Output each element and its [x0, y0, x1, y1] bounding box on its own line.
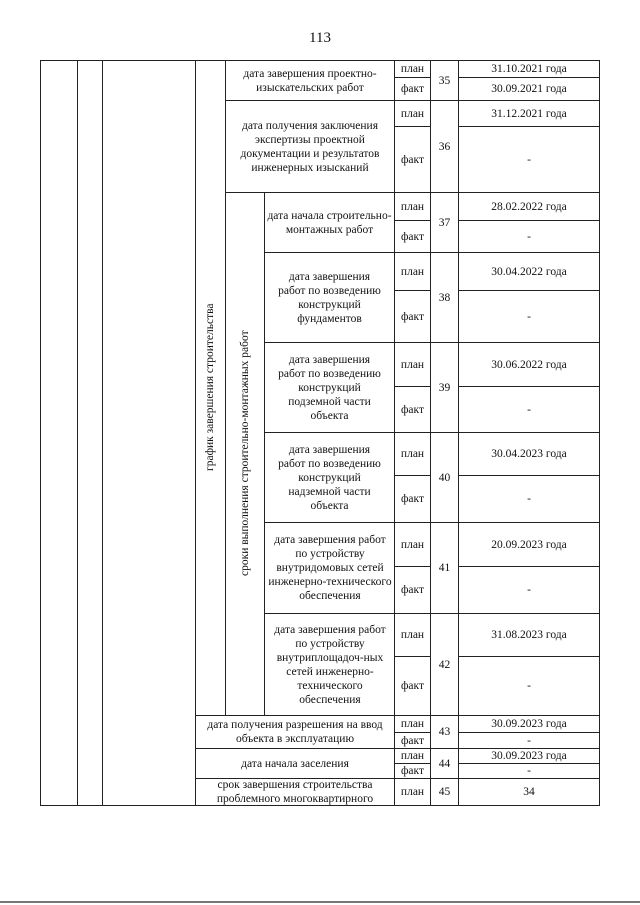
fact-value: - — [527, 153, 531, 166]
plan-label: план — [400, 538, 425, 551]
row-label: дата завершения работ по устройству внутридомовых сетей инженерно-технического обеспечения — [268, 534, 392, 602]
row-label: срок завершения строительства проблемного многоквартирного — [216, 779, 374, 805]
fact-label: факт — [400, 584, 425, 596]
fact-label: факт — [400, 734, 425, 747]
plan-value: 30.09.2023 года — [491, 718, 567, 730]
fact-label: факт — [400, 230, 425, 243]
fact-label: факт — [400, 493, 425, 505]
plan-label: план — [400, 786, 425, 798]
plan-label: план — [400, 358, 425, 371]
group-label-construction: сроки выполнения строительно-монтажных работ — [239, 330, 251, 577]
plan-value: 28.02.2022 года — [491, 200, 567, 213]
row-number: 39 — [438, 381, 451, 394]
page-bottom-edge — [0, 901, 640, 903]
row-label: дата завершения работ по возведению конструкций подземной части объекта — [278, 353, 381, 422]
plan-value: 34 — [523, 786, 535, 798]
plan-value: 31.10.2021 года — [491, 63, 567, 75]
plan-label: план — [400, 107, 425, 120]
plan-label: план — [400, 718, 425, 730]
fact-value: - — [527, 734, 531, 747]
fact-value: 30.09.2021 года — [491, 83, 567, 95]
plan-label: план — [400, 629, 425, 641]
fact-value: - — [527, 765, 531, 777]
fact-label: факт — [400, 153, 425, 166]
fact-label: факт — [400, 83, 425, 95]
fact-value: - — [527, 493, 531, 505]
row-number: 37 — [438, 216, 451, 229]
row-number: 35 — [438, 74, 451, 87]
row-label: дата получения разрешения на ввод объекта в эксплуатацию — [207, 719, 383, 745]
plan-value: 31.12.2021 года — [491, 107, 567, 120]
page-number: 113 — [309, 30, 331, 46]
row-number: 42 — [438, 658, 451, 671]
fact-label: факт — [400, 680, 425, 692]
plan-value: 20.09.2023 года — [491, 538, 567, 551]
plan-value: 30.06.2022 года — [491, 358, 567, 371]
row-number: 36 — [438, 140, 451, 153]
schedule-table — [40, 60, 600, 806]
plan-label: план — [400, 63, 425, 75]
plan-value: 30.04.2022 года — [491, 265, 567, 278]
row-label: дата завершения работ по устройству внутриплощадоч-ных сетей инженерно-технического обеспечения — [274, 623, 386, 706]
row-label: дата получения заключения экспертизы проектной документации и результатов инженерных изысканий — [240, 119, 380, 174]
plan-value: 30.09.2023 года — [491, 750, 567, 762]
plan-label: план — [400, 750, 425, 762]
row-number: 45 — [438, 786, 451, 798]
fact-value: - — [527, 403, 531, 416]
row-label: дата начала заселения — [241, 757, 349, 770]
plan-value: 30.04.2023 года — [491, 448, 567, 460]
fact-value: - — [527, 310, 531, 323]
row-number: 43 — [438, 726, 451, 738]
plan-value: 31.08.2023 года — [491, 629, 567, 641]
row-number: 41 — [438, 562, 451, 574]
fact-label: факт — [400, 765, 425, 777]
row-number: 38 — [438, 291, 451, 304]
row-number: 40 — [438, 471, 451, 484]
row-number: 44 — [438, 757, 451, 770]
fact-label: факт — [400, 403, 425, 416]
plan-label: план — [400, 448, 425, 460]
row-label: дата завершения работ по возведению конструкций надземной части объекта — [278, 443, 381, 512]
group-label-schedule: график завершения строительства — [204, 303, 216, 472]
fact-label: факт — [400, 310, 425, 323]
plan-label: план — [400, 265, 425, 278]
row-label: дата завершения проектно-изыскательских работ — [243, 67, 377, 94]
row-label: дата начала строительно-монтажных работ — [267, 209, 392, 236]
row-label: дата завершения работ по возведению конструкций фундаментов — [278, 270, 381, 325]
fact-value: - — [527, 584, 531, 596]
fact-value: - — [527, 230, 531, 243]
plan-label: план — [400, 200, 425, 213]
fact-value: - — [527, 680, 531, 692]
